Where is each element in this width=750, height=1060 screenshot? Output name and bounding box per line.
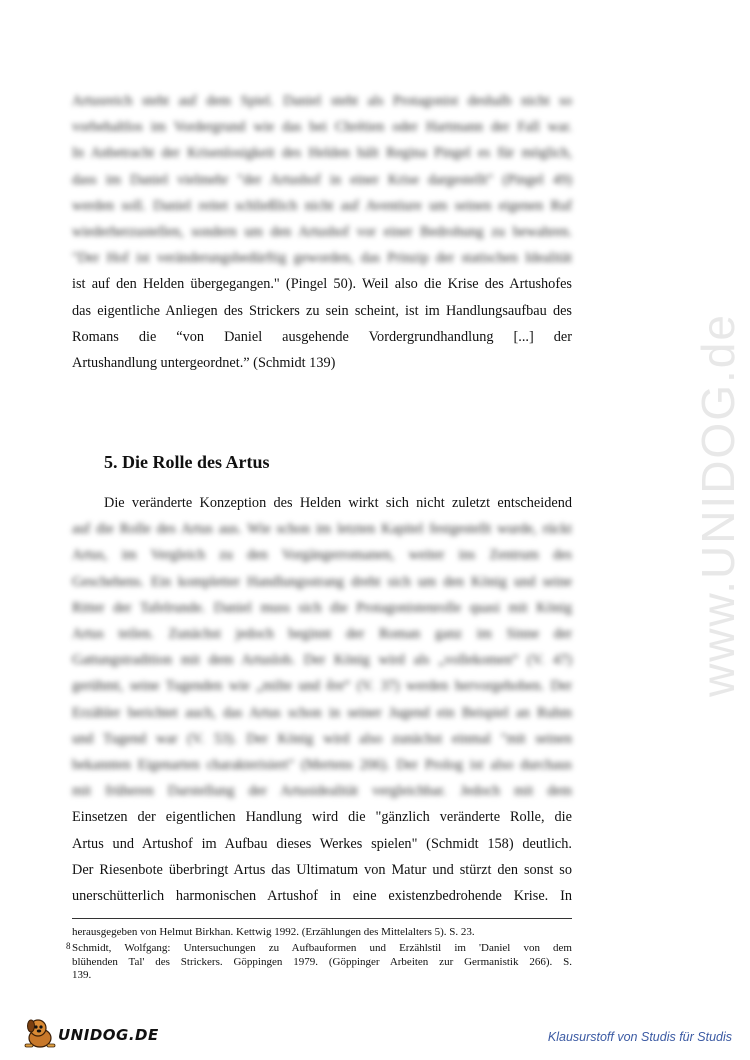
text-line: und Tugend war (V. 53). Der König wird also zunächst einmal "mit seinen (72, 730, 572, 747)
unidog-logo (22, 1016, 162, 1050)
text-line: dass im Daniel vielmehr "der Artushof in einer Krise dargestellt" (Pingel 49) (72, 171, 572, 188)
text-line: In Anbetracht der Krisenlosigkeit des Helden hält Regina Pingel es für möglich, (72, 145, 572, 162)
text-line: Die veränderte Konzeption des Helden wirkt sich nicht zuletzt entscheidend (104, 495, 572, 511)
paragraph-2 (72, 490, 572, 909)
text-line: Einsetzen der eigentlichen Handlung wird die "gänzlich veränderte Rolle, die (72, 809, 572, 826)
watermark-text: www.UNIDOG.de (692, 313, 744, 697)
text-line: Der Riesenbote überbringt Artus das Ultimatum von Matur und stürzt den sonst so (72, 861, 572, 878)
text-line: "Der Hof ist veränderungsbedürftig geworden, das Prinzip der statischen Idealität (72, 250, 572, 267)
logo-text: UNIDOG.DE (58, 1026, 159, 1044)
footnote-separator (72, 918, 572, 919)
blurred-text-block (72, 88, 572, 271)
paragraph-1 (72, 88, 572, 376)
footnote-continued: herausgegeben von Helmut Birkhan. Kettwig 1992. (Erzählungen des Mittelalters 5). S. 23. (72, 926, 475, 938)
text-line: Erzähler berichtet auch, das Artus schon in seiner Jugend ein Beispiel an Ruhm (72, 704, 572, 721)
text-line: Romans die “von Daniel ausgehende Vordergrundhandlung [...] der (72, 328, 572, 345)
text-line: mit früheren Darstellung der Artusidealität vergleichbar. Jedoch mit dem (72, 783, 572, 800)
text-line: wiederherzustellen, sondern um den Artushof vor einer Bedrohung zu bewahren. (72, 224, 572, 241)
text-line: Geschehens. Ein kompletter Handlungsstrang dreht sich um den König und seine (72, 573, 572, 590)
text-line: bekannten Eigenarten charakterisiert" (Mertens 206). Der Prolog ist also durchaus (72, 757, 572, 774)
text-line: ist auf den Helden übergegangen." (Pingel 50). Weil also die Krise des Artushofes (72, 276, 572, 293)
dog-mascot-icon (22, 1016, 58, 1050)
footnote-line: 139. (72, 969, 92, 982)
text-line: Artus und Artushof im Aufbau dieses Werkes spielen" (Schmidt 158) deutlich. (72, 835, 572, 852)
tagline: Klausurstoff von Studis für Studis (547, 1030, 732, 1044)
text-line: auf die Rolle des Artus aus. Wie schon im letzten Kapitel festgestellt wurde, rückt (72, 521, 572, 538)
watermark (688, 280, 748, 730)
footnote-line: blühenden Tal' des Strickers. Göppingen 1979. (Göppinger Arbeiten zur Germanistik 266). S. (72, 955, 572, 968)
text-line: Artus teilen. Zunächst jedoch beginnt der Roman ganz im Sinne der (72, 626, 572, 643)
text-line: vorbehaltlos im Vordergrund wie das bei Chrétien oder Hartmann der Fall war. (72, 119, 572, 136)
footnote-marker: 8 (66, 941, 71, 951)
text-line: unerschütterlich harmonischen Artushof in eine existenzbedrohende Krise. In (72, 888, 572, 905)
text-line: Ritter der Tafelrunde. Daniel muss sich die Protagonistenrolle quasi mit König (72, 599, 572, 616)
text-line: gerühmt, seine Tugenden wie „milte und êre“ (V. 37) werden hervorgehoben. Der (72, 678, 572, 695)
footnote-line: Schmidt, Wolfgang: Untersuchungen zu Aufbauformen und Erzählstil im 'Daniel von dem (72, 942, 572, 954)
text-line: Artushandlung untergeordnet.” (Schmidt 139) (72, 355, 336, 372)
text-line: Artus, im Vergleich zu den Vorgängerromanen, weiter ins Zentrum des (72, 547, 572, 564)
section-heading: 5. Die Rolle des Artus (104, 452, 270, 472)
blurred-text-block (72, 516, 572, 804)
footnote-8 (66, 941, 572, 983)
text-line: werden soll. Daniel reitet schließlich nicht auf Aventiure um seinen eigenen Ruf (72, 197, 572, 214)
text-line: Gattungstradition mit dem Artuslob. Der König wird als „vollekomen“ (V. 47) (72, 652, 572, 669)
text-line: Artusreich steht auf dem Spiel. Daniel steht als Protagonist deshalb nicht so (72, 93, 572, 109)
text-line: das eigentliche Anliegen des Strickers zu sein scheint, ist im Handlungsaufbau des (72, 302, 572, 319)
